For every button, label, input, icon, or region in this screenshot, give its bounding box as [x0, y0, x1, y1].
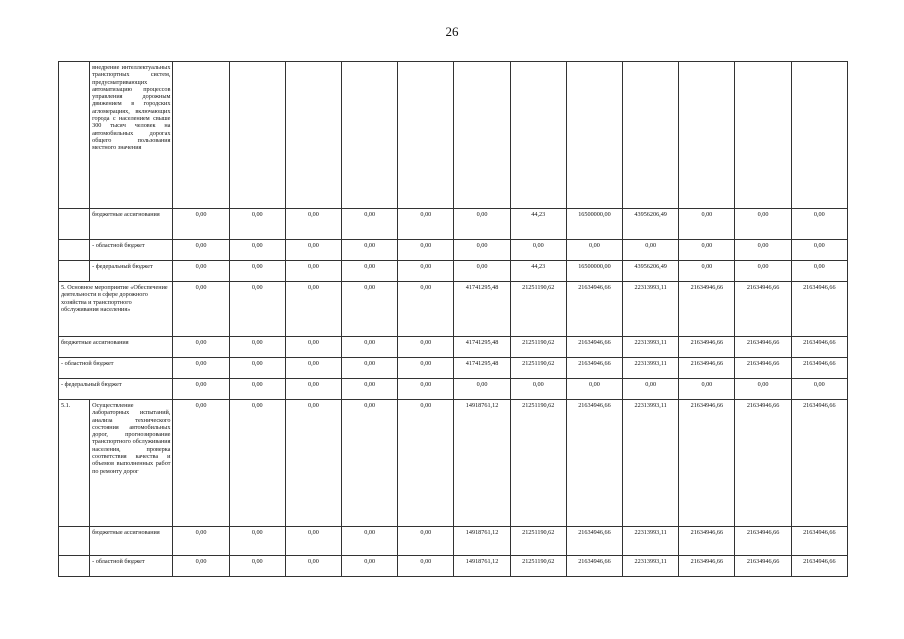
value-cell: 0,00 [342, 261, 398, 282]
value-cell: 21634946,66 [679, 556, 735, 577]
value-cell: 0,00 [342, 337, 398, 358]
value-cell: 21634946,66 [679, 400, 735, 527]
value-cell: 0,00 [285, 527, 341, 556]
row-label: 5. Основное мероприятие «Обеспечение деятельности в сфере дорожного хозяйства и транспортного обслуживания населения» [59, 282, 173, 337]
value-cell: 21634946,66 [679, 282, 735, 337]
value-cell: 22313993,11 [623, 527, 679, 556]
value-cell: 0,00 [285, 400, 341, 527]
value-cell: 0,00 [398, 282, 454, 337]
value-cell: 21634946,66 [735, 358, 791, 379]
budget-table [58, 61, 848, 577]
value-cell: 0,00 [173, 379, 229, 400]
value-cell: 0,00 [229, 240, 285, 261]
value-cell: 21251190,62 [510, 358, 566, 379]
value-cell: 0,00 [229, 209, 285, 240]
value-cell: 21634946,66 [566, 556, 622, 577]
value-cell [342, 62, 398, 209]
value-cell [229, 62, 285, 209]
value-cell: 14918761,12 [454, 556, 510, 577]
row-number [59, 209, 90, 240]
value-cell: 0,00 [735, 240, 791, 261]
value-cell: 0,00 [285, 337, 341, 358]
value-cell: 16500000,00 [566, 261, 622, 282]
value-cell: 21634946,66 [735, 400, 791, 527]
value-cell: 21634946,66 [735, 527, 791, 556]
value-cell: 21634946,66 [566, 282, 622, 337]
value-cell: 21251190,62 [510, 527, 566, 556]
value-cell: 44,23 [510, 261, 566, 282]
row-number [59, 261, 90, 282]
value-cell: 0,00 [623, 379, 679, 400]
row-label: бюджетные ассигнования [90, 527, 173, 556]
value-cell: 0,00 [454, 261, 510, 282]
value-cell: 21634946,66 [679, 337, 735, 358]
value-cell: 0,00 [791, 240, 847, 261]
value-cell: 0,00 [285, 556, 341, 577]
row-number [59, 556, 90, 577]
value-cell [679, 62, 735, 209]
value-cell: 22313993,11 [623, 282, 679, 337]
value-cell: 21634946,66 [791, 282, 847, 337]
value-cell: 0,00 [285, 240, 341, 261]
value-cell: 0,00 [510, 240, 566, 261]
value-cell: 14918761,12 [454, 527, 510, 556]
value-cell: 0,00 [398, 209, 454, 240]
value-cell: 0,00 [229, 261, 285, 282]
table-row [59, 337, 848, 358]
row-number [59, 240, 90, 261]
value-cell: 21634946,66 [566, 358, 622, 379]
row-label: - федеральный бюджет [59, 379, 173, 400]
row-label: - областной бюджет [90, 556, 173, 577]
value-cell: 0,00 [679, 240, 735, 261]
table-row [59, 240, 848, 261]
table-row [59, 527, 848, 556]
value-cell: 22313993,11 [623, 358, 679, 379]
value-cell: 0,00 [735, 261, 791, 282]
value-cell: 0,00 [342, 556, 398, 577]
table-row [59, 261, 848, 282]
value-cell: 21634946,66 [791, 527, 847, 556]
value-cell: 0,00 [229, 400, 285, 527]
value-cell: 0,00 [285, 379, 341, 400]
value-cell: 0,00 [679, 261, 735, 282]
value-cell: 41741295,48 [454, 358, 510, 379]
value-cell: 0,00 [398, 358, 454, 379]
value-cell: 0,00 [229, 282, 285, 337]
value-cell: 21634946,66 [679, 358, 735, 379]
value-cell: 0,00 [566, 240, 622, 261]
table-row [59, 62, 848, 209]
value-cell: 0,00 [398, 379, 454, 400]
row-label: - областной бюджет [90, 240, 173, 261]
value-cell: 14918761,12 [454, 400, 510, 527]
value-cell: 0,00 [173, 358, 229, 379]
value-cell: 0,00 [173, 209, 229, 240]
value-cell [510, 62, 566, 209]
value-cell: 21634946,66 [791, 337, 847, 358]
value-cell: 0,00 [791, 209, 847, 240]
row-number: 5.1. [59, 400, 90, 527]
row-label: бюджетные ассигнования [90, 209, 173, 240]
value-cell: 0,00 [342, 209, 398, 240]
value-cell: 0,00 [342, 240, 398, 261]
value-cell: 0,00 [173, 261, 229, 282]
value-cell: 0,00 [398, 556, 454, 577]
value-cell: 0,00 [173, 527, 229, 556]
value-cell: 41741295,48 [454, 282, 510, 337]
value-cell: 0,00 [342, 379, 398, 400]
value-cell: 0,00 [398, 400, 454, 527]
table-row [59, 400, 848, 527]
table-row [59, 358, 848, 379]
value-cell: 0,00 [229, 379, 285, 400]
value-cell: 21634946,66 [791, 400, 847, 527]
value-cell: 0,00 [398, 240, 454, 261]
value-cell: 21634946,66 [735, 337, 791, 358]
row-label: бюджетные ассигнования [59, 337, 173, 358]
value-cell: 0,00 [229, 556, 285, 577]
value-cell: 0,00 [454, 209, 510, 240]
value-cell: 0,00 [735, 209, 791, 240]
value-cell: 22313993,11 [623, 400, 679, 527]
value-cell [454, 62, 510, 209]
value-cell: 0,00 [679, 209, 735, 240]
table-row [59, 556, 848, 577]
value-cell: 0,00 [342, 527, 398, 556]
value-cell: 21251190,62 [510, 282, 566, 337]
value-cell [398, 62, 454, 209]
row-label: внедрение интеллектуальных транспортных систем, предусматривающих автоматизацию процессов управления дорожным движением в городских агломерациях, включающих города с населением свыше 300 тысяч человек на автомобильных дорогах общего пользования местного значения [90, 62, 173, 209]
value-cell: 22313993,11 [623, 337, 679, 358]
value-cell: 0,00 [454, 240, 510, 261]
value-cell: 0,00 [173, 400, 229, 527]
value-cell: 0,00 [454, 379, 510, 400]
value-cell: 0,00 [735, 379, 791, 400]
value-cell: 21251190,62 [510, 337, 566, 358]
value-cell: 21251190,62 [510, 556, 566, 577]
value-cell: 21634946,66 [791, 358, 847, 379]
value-cell: 0,00 [510, 379, 566, 400]
value-cell: 0,00 [398, 261, 454, 282]
value-cell: 0,00 [229, 358, 285, 379]
value-cell: 22313993,11 [623, 556, 679, 577]
value-cell [623, 62, 679, 209]
value-cell [735, 62, 791, 209]
table-row [59, 209, 848, 240]
value-cell: 0,00 [398, 527, 454, 556]
value-cell [285, 62, 341, 209]
value-cell: 44,23 [510, 209, 566, 240]
row-label: - областной бюджет [59, 358, 173, 379]
row-number [59, 62, 90, 209]
value-cell: 21251190,62 [510, 400, 566, 527]
table-row [59, 282, 848, 337]
row-label: Осуществление лабораторных испытаний, анализа технического состояния автомобильных дорог, прогнозирование транспортного обслуживания населения, проверка соответствия качества и объемов выполненных работ по ремонту дорог [90, 400, 173, 527]
value-cell: 21634946,66 [735, 556, 791, 577]
value-cell: 21634946,66 [566, 400, 622, 527]
value-cell: 0,00 [285, 282, 341, 337]
value-cell: 0,00 [566, 379, 622, 400]
value-cell: 0,00 [342, 358, 398, 379]
value-cell: 16500000,00 [566, 209, 622, 240]
row-label: - федеральный бюджет [90, 261, 173, 282]
value-cell: 0,00 [285, 209, 341, 240]
row-number [59, 527, 90, 556]
value-cell: 0,00 [173, 282, 229, 337]
value-cell: 21634946,66 [566, 527, 622, 556]
value-cell: 0,00 [173, 337, 229, 358]
value-cell: 41741295,48 [454, 337, 510, 358]
value-cell: 0,00 [679, 379, 735, 400]
value-cell: 0,00 [342, 400, 398, 527]
value-cell: 0,00 [791, 261, 847, 282]
value-cell: 21634946,66 [679, 527, 735, 556]
value-cell: 0,00 [398, 337, 454, 358]
value-cell: 0,00 [791, 379, 847, 400]
table-row [59, 379, 848, 400]
value-cell: 0,00 [229, 337, 285, 358]
value-cell: 21634946,66 [735, 282, 791, 337]
value-cell: 0,00 [173, 556, 229, 577]
value-cell: 0,00 [623, 240, 679, 261]
value-cell: 0,00 [342, 282, 398, 337]
value-cell: 43956206,49 [623, 209, 679, 240]
value-cell: 0,00 [285, 261, 341, 282]
value-cell: 0,00 [173, 240, 229, 261]
value-cell [791, 62, 847, 209]
value-cell: 0,00 [285, 358, 341, 379]
page-number: 26 [445, 24, 459, 39]
value-cell: 21634946,66 [791, 556, 847, 577]
value-cell: 21634946,66 [566, 337, 622, 358]
value-cell: 43956206,49 [623, 261, 679, 282]
value-cell: 0,00 [229, 527, 285, 556]
value-cell [173, 62, 229, 209]
value-cell [566, 62, 622, 209]
